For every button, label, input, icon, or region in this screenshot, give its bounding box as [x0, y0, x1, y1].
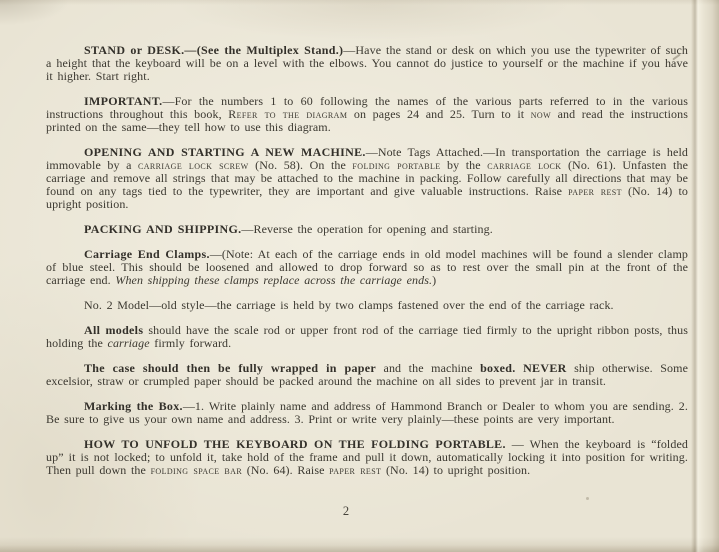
page-edge-fold — [691, 0, 719, 552]
paragraph: Carriage End Clamps.—(Note: At each of the carriage ends in old model machines will be found a slender clamp of blue steel. This should be loosened and allowed to drop forward so as to rest over the small pin at the front of the carriage end. When shipping these clamps replace across the carriage ends.) — [46, 247, 688, 287]
paragraph: OPENING AND STARTING A NEW MACHINE.—Note Tags Attached.—In transportation the carriage is held immovable by a carriage lock screw (No. 58). On the folding portable by the carriage lock (No. 61). Unfasten the carriage and remove all strings that may be attached to the machine in packing. Follow carefully all directions that may be found on any tags tied to the typewriter, they are important and give valuable instructions. Raise paper rest (No. 14) to upright position. — [46, 145, 688, 211]
paragraph: All models should have the scale rod or upper front rod of the carriage tied firmly to the upright ribbon posts, thus holding the carriage firmly forward. — [46, 323, 688, 350]
corner-smudge — [0, 0, 70, 26]
paragraph: PACKING AND SHIPPING.—Reverse the operation for opening and starting. — [84, 222, 493, 236]
paragraph: Marking the Box.—1. Write plainly name and address of Hammond Branch or Dealer to whom you are sending. 2. Be sure to give us your own name and address. 3. Print or write very plainly—these points are very important. — [46, 399, 688, 426]
paragraph: No. 2 Model—old style—the carriage is held by two clamps fastened over the end of the carriage rack. — [84, 298, 614, 312]
paragraph: IMPORTANT.—For the numbers 1 to 60 following the names of the various parts referred to in the various instructions throughout this book, Refer to the diagram on pages 24 and 25. Turn to it now and read the instructions printed on the same—they tell how to use this diagram. — [46, 94, 689, 134]
page-number: 2 — [342, 504, 350, 518]
paper-speck — [586, 497, 589, 500]
paragraph: STAND or DESK.—(See the Multiplex Stand.)—Have the stand or desk on which you use the typewriter of such a height that the keyboard will be on a level with the elbows. You cannot do justice to yourself or the machine if you have it higher. Start right. — [46, 43, 689, 83]
text-block — [46, 44, 688, 489]
paragraph: The case should then be fully wrapped in paper and the machine boxed. NEVER ship otherwise. Some excelsior, straw or crumpled paper should be packed around the machine on all sides to prevent jar in transit. — [46, 361, 689, 388]
paragraph: HOW TO UNFOLD THE KEYBOARD ON THE FOLDING PORTABLE. — When the keyboard is “folded up” it is not locked; to unfold it, take hold of the frame and pull it down, automatically locking it into position for writing. Then pull down the folding space bar (No. 64). Raise paper rest (No. 14) to upright position. — [46, 437, 688, 477]
